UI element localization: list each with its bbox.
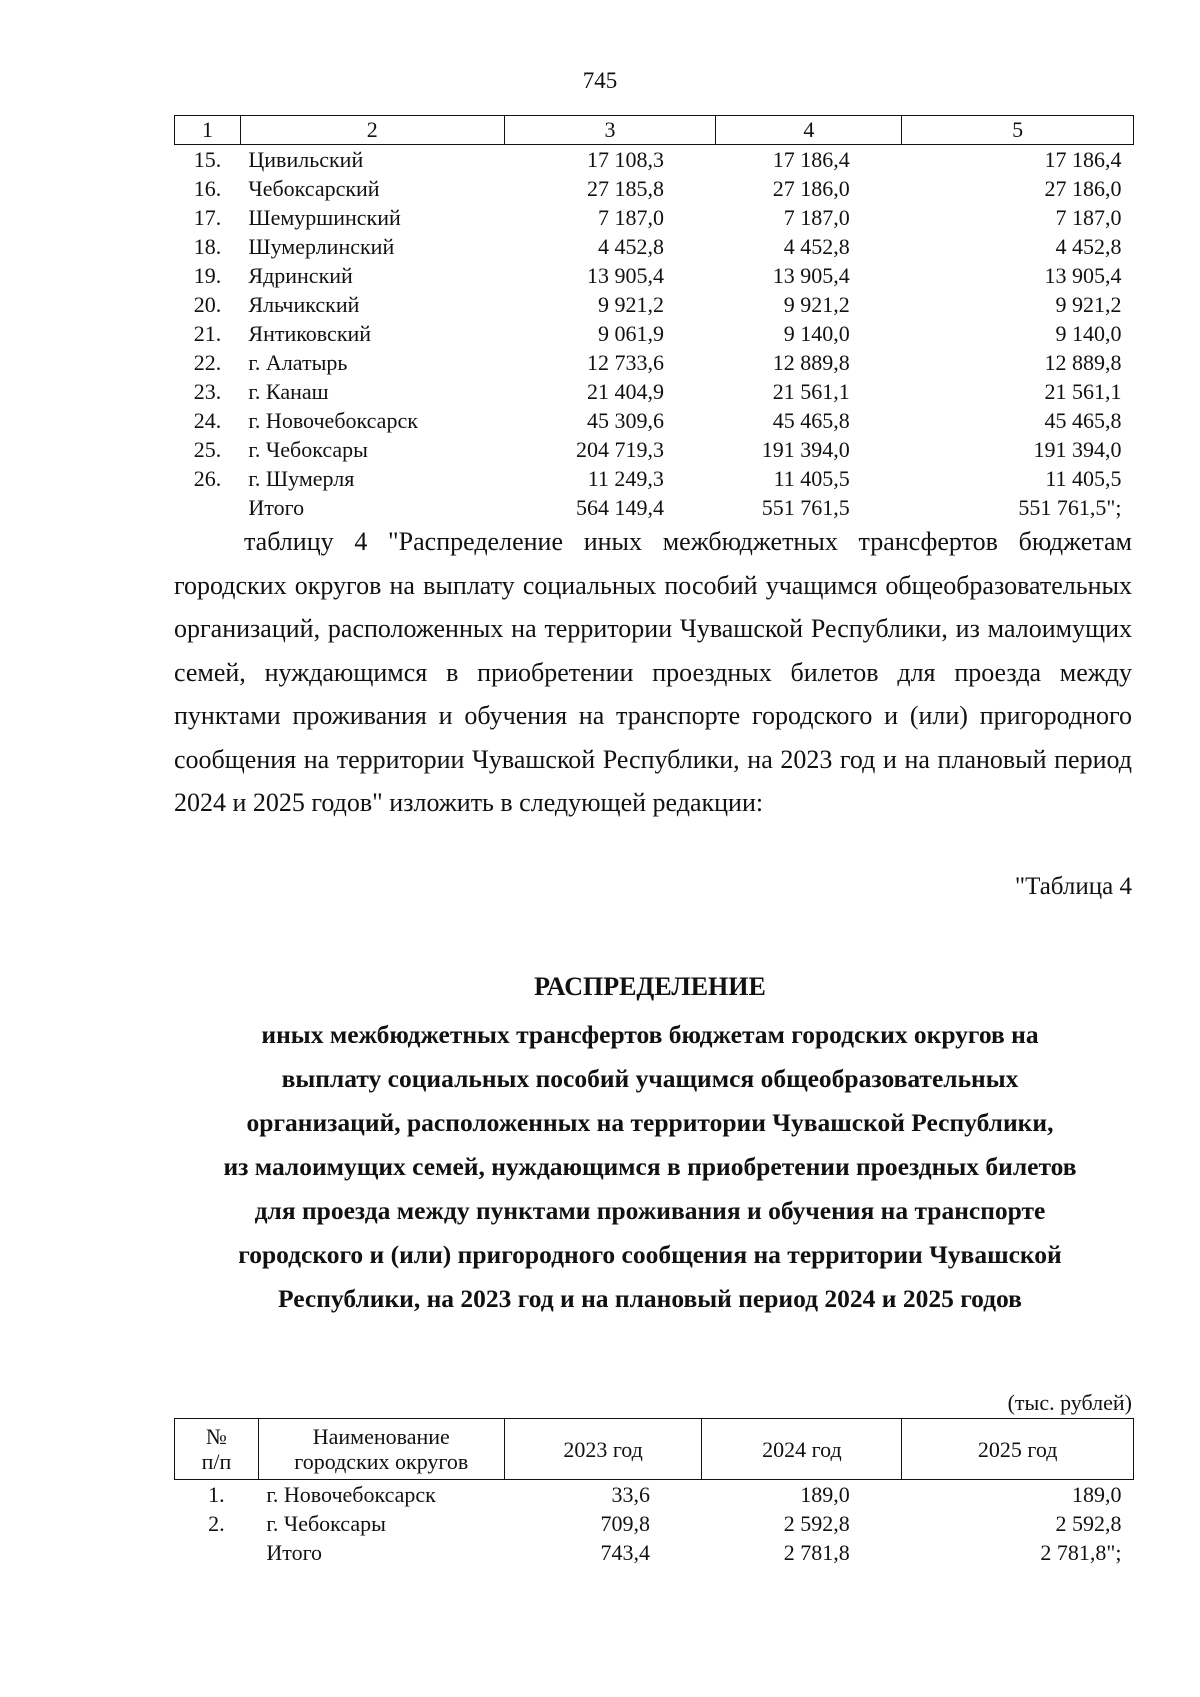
value-col5: 7 187,0 (1055, 205, 1122, 230)
district-name: Ядринский (248, 263, 353, 288)
value-col4: 189,0 (800, 1482, 850, 1507)
row-number: 19. (193, 263, 222, 288)
value-col4: 7 187,0 (783, 205, 850, 230)
district-name: Шумерлинский (248, 234, 395, 259)
title-main: РАСПРЕДЕЛЕНИЕ (534, 972, 766, 1001)
value-col3: 4 452,8 (597, 234, 664, 259)
district-name: г. Шумерля (248, 466, 355, 491)
table-row (175, 1509, 1134, 1538)
value-col3: 743,4 (600, 1540, 650, 1565)
row-number: 25. (193, 437, 222, 462)
value-col4: 2 592,8 (783, 1511, 850, 1536)
column-number: 3 (504, 116, 716, 145)
district-name: г. Алатырь (248, 350, 348, 375)
value-col5: 21 561,1 (1044, 379, 1122, 404)
district-name: Итого (248, 495, 305, 520)
title-line: Республики, на 2023 год и на плановый период 2024 и 2025 годов (278, 1284, 1022, 1313)
table-row (175, 1480, 1134, 1510)
header-2023: 2023 год (504, 1419, 702, 1480)
amendment-text: таблицу 4 "Распределение иных межбюджетных трансфертов бюджетам городских округов на выплату социальных пособий учащимся общеобразовательных организаций, расположенных на территории Чувашской Республики, из малоимущих семей, нуждающимся в приобретении проездных билетов для проезда между пунктами проживания и обучения на транспорте городского и (или) пригородного сообщения на территории Чувашской Республики, на 2023 год и на плановый период 2024 и 2025 годов" изложить в следующей редакции: (174, 527, 1132, 817)
row-number: 2. (208, 1511, 225, 1536)
value-col5: 12 889,8 (1044, 350, 1122, 375)
table-row (175, 319, 1134, 348)
value-col4: 45 465,8 (772, 408, 850, 433)
table-row (175, 406, 1134, 435)
value-col5: 4 452,8 (1055, 234, 1122, 259)
column-number: 2 (240, 116, 504, 145)
value-col5: 9 921,2 (1055, 292, 1122, 317)
column-number: 1 (175, 116, 241, 145)
row-number: 15. (193, 147, 222, 172)
row-number: 22. (193, 350, 222, 375)
value-col3: 12 733,6 (586, 350, 664, 375)
value-col3: 7 187,0 (597, 205, 664, 230)
table-label: "Таблица 4 (1014, 873, 1132, 900)
table-row (175, 145, 1134, 175)
district-name: Шемуршинский (248, 205, 401, 230)
value-col4: 9 140,0 (783, 321, 850, 346)
row-number: 20. (193, 292, 222, 317)
table-title (160, 965, 1140, 1321)
value-col5: 189,0 (1072, 1482, 1122, 1507)
table-row (175, 377, 1134, 406)
column-number: 4 (716, 116, 902, 145)
page-number: 745 (582, 68, 618, 93)
district-name: Чебоксарский (248, 176, 380, 201)
table-row (175, 1538, 1134, 1567)
value-col3: 11 249,3 (587, 466, 664, 491)
column-number: 5 (902, 116, 1134, 145)
table-row (175, 290, 1134, 319)
value-col5: 13 905,4 (1044, 263, 1122, 288)
value-col4: 13 905,4 (772, 263, 850, 288)
title-line: для проезда между пунктами проживания и обучения на транспорте (254, 1196, 1046, 1225)
value-col3: 9 061,9 (597, 321, 664, 346)
table-row (175, 493, 1134, 522)
district-name: г. Чебоксары (248, 437, 368, 462)
value-col3: 709,8 (600, 1511, 650, 1536)
header-2024: 2024 год (702, 1419, 902, 1480)
district-name: г. Чебоксары (266, 1511, 386, 1536)
table-row (175, 232, 1134, 261)
value-col3: 21 404,9 (586, 379, 664, 404)
district-subsidy-table (174, 115, 1134, 522)
value-col3: 17 108,3 (586, 147, 664, 172)
row-number: 26. (193, 466, 222, 491)
units-label: (тыс. рублей) (1007, 1390, 1132, 1415)
value-col4: 2 781,8 (783, 1540, 850, 1565)
value-col4: 191 394,0 (761, 437, 850, 462)
row-number (175, 493, 241, 522)
value-col5: 2 592,8 (1055, 1511, 1122, 1536)
title-line: городского и (или) пригородного сообщения на территории Чувашской (238, 1240, 1062, 1269)
district-name: г. Новочебоксарск (248, 408, 418, 433)
table-row (175, 261, 1134, 290)
title-line: организаций, расположенных на территории Чувашской Республики, (246, 1108, 1054, 1137)
amendment-paragraph (174, 520, 1132, 825)
title-line: выплату социальных пособий учащимся общеобразовательных (281, 1064, 1019, 1093)
value-col3: 564 149,4 (575, 495, 664, 520)
value-col3: 27 185,8 (586, 176, 664, 201)
header-row (175, 1419, 1134, 1480)
value-col3: 13 905,4 (586, 263, 664, 288)
row-number: 24. (193, 408, 222, 433)
city-subsidy-table (174, 1418, 1134, 1567)
value-col3: 33,6 (611, 1482, 650, 1507)
value-col3: 45 309,6 (586, 408, 664, 433)
value-col5: 11 405,5 (1045, 466, 1122, 491)
row-number (175, 1538, 259, 1567)
header-number: № п/п (175, 1419, 259, 1480)
value-col5: 9 140,0 (1055, 321, 1122, 346)
row-number: 23. (193, 379, 222, 404)
table-row (175, 203, 1134, 232)
value-col5: 551 761,5"; (1018, 495, 1122, 520)
district-name: г. Новочебоксарск (266, 1482, 436, 1507)
district-name: Яльчикский (248, 292, 360, 317)
district-name: Цивильский (248, 147, 364, 172)
row-number: 1. (208, 1482, 225, 1507)
row-number: 16. (193, 176, 222, 201)
table-row (175, 435, 1134, 464)
value-col4: 21 561,1 (772, 379, 850, 404)
value-col4: 17 186,4 (772, 147, 850, 172)
value-col4: 27 186,0 (772, 176, 850, 201)
district-name: Янтиковский (248, 321, 372, 346)
value-col4: 11 405,5 (773, 466, 850, 491)
value-col4: 4 452,8 (783, 234, 850, 259)
value-col3: 9 921,2 (597, 292, 664, 317)
district-name: г. Канаш (248, 379, 329, 404)
table-row (175, 174, 1134, 203)
title-line: из малоимущих семей, нуждающимся в приобретении проездных билетов (223, 1152, 1077, 1181)
column-number-row (175, 116, 1134, 145)
value-col3: 204 719,3 (575, 437, 664, 462)
header-2025: 2025 год (902, 1419, 1134, 1480)
value-col5: 17 186,4 (1044, 147, 1122, 172)
value-col4: 12 889,8 (772, 350, 850, 375)
row-number: 21. (193, 321, 222, 346)
title-line: иных межбюджетных трансфертов бюджетам городских округов на (261, 1020, 1039, 1049)
header-name: Наименование городских округов (258, 1419, 504, 1480)
value-col4: 9 921,2 (783, 292, 850, 317)
value-col5: 27 186,0 (1044, 176, 1122, 201)
value-col5: 191 394,0 (1033, 437, 1122, 462)
value-col5: 45 465,8 (1044, 408, 1122, 433)
row-number: 18. (193, 234, 222, 259)
table-row (175, 464, 1134, 493)
value-col4: 551 761,5 (761, 495, 850, 520)
value-col5: 2 781,8"; (1040, 1540, 1122, 1565)
row-number: 17. (193, 205, 222, 230)
district-name: Итого (266, 1540, 323, 1565)
table-row (175, 348, 1134, 377)
